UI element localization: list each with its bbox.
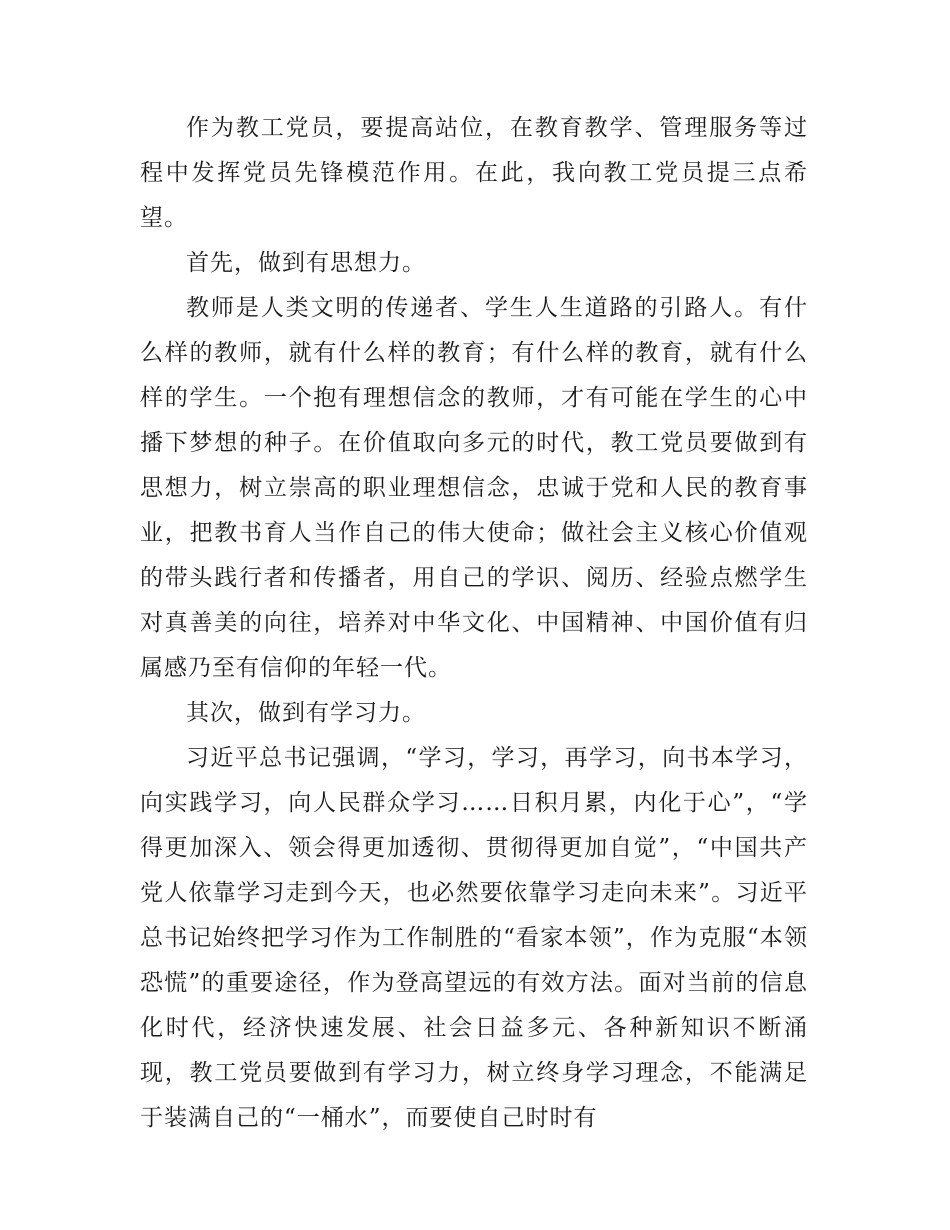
heading-first-thinking: 首先，做到有思想力。 bbox=[186, 250, 426, 276]
document-body bbox=[140, 106, 808, 1141]
paragraph-party-members-role: 作为教工党员，要提高站位，在教育教学、管理服务等过程中发挥党员先锋模范作用。在此，我向教工党员提三点希望。 bbox=[140, 115, 808, 231]
heading-second-learning: 其次，做到有学习力。 bbox=[186, 700, 426, 726]
paragraph-learning-quotes: 习近平总书记强调，“学习，学习，再学习，向书本学习，向实践学习，向人民群众学习……日积月累，内化于心”，“学得更加深入、领会得更加透彻、贯彻得更加自觉”，“中国共产党人依靠学习走到今天，也必然要依靠学习走向未来”。习近平总书记始终把学习作为工作制胜的“看家本领”，作为克服“本领恐慌”的重要途径，作为登高望远的有效方法。面对当前的信息化时代，经济快速发展、社会日益多元、各种新知识不断涌现，教工党员要做到有学习力，树立终身学习理念，不能满足于装满自己的“一桶水”，而要使自己时时有 bbox=[140, 745, 808, 1131]
paragraph-teacher-ideals: 教师是人类文明的传递者、学生人生道路的引路人。有什么样的教师，就有什么样的教育；有什么样的教育，就有什么样的学生。一个抱有理想信念的教师，才有可能在学生的心中播下梦想的种子。在价值取向多元的时代，教工党员要做到有思想力，树立崇高的职业理想信念，忠诚于党和人民的教育事业，把教书育人当作自己的伟大使命；做社会主义核心价值观的带头践行者和传播者，用自己的学识、阅历、经验点燃学生对真善美的向往，培养对中华文化、中国精神、中国价值有归属感乃至有信仰的年轻一代。 bbox=[140, 295, 808, 681]
